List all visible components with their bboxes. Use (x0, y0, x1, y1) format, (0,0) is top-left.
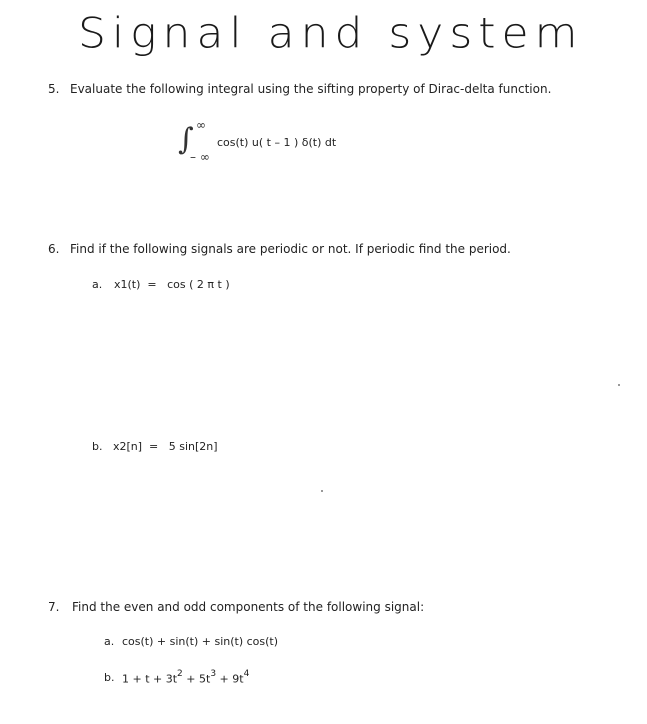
q7-b-exp3: 4 (243, 669, 250, 679)
q6-text: Find if the following signals are periodic or not. If periodic find the period. (70, 242, 511, 256)
q6-number: 6. (48, 242, 60, 256)
scan-speck (618, 384, 620, 386)
q7-b-term3: + 9t (216, 672, 244, 686)
integral-lower-limit: – ∞ (190, 150, 210, 164)
q5-number: 5. (48, 82, 60, 96)
handwritten-title: Signal and system (78, 9, 584, 58)
q7-a-label: a. (104, 635, 115, 648)
q7-text: Find the even and odd components of the following signal: (72, 600, 425, 614)
integral-upper-limit: ∞ (196, 118, 206, 132)
q6-b-expression: x2[n] = 5 sin[2n] (113, 440, 218, 453)
q7-b-exp2: 3 (210, 669, 217, 679)
q7-b-exp1: 2 (177, 669, 183, 679)
scan-speck (321, 490, 323, 492)
q7-b-label: b. (104, 671, 115, 684)
q7-b-expression (122, 671, 249, 686)
integral-sign: ∫ (178, 122, 194, 157)
q6-a-expression: x1(t) = cos ( 2 π t ) (114, 278, 230, 291)
q7-a-expression: cos(t) + sin(t) + sin(t) cos(t) (122, 635, 279, 648)
q6-a-label: a. (92, 278, 103, 291)
q7-b-term2: + 5t (182, 672, 211, 686)
q7-b-term1: 1 + t + 3t (122, 672, 178, 686)
q7-number: 7. (48, 600, 60, 614)
q5-text: Evaluate the following integral using the sifting property of Dirac-delta function. (70, 82, 552, 96)
integrand: cos(t) u( t – 1 ) δ(t) dt (217, 136, 337, 149)
q6-b-label: b. (92, 440, 103, 453)
